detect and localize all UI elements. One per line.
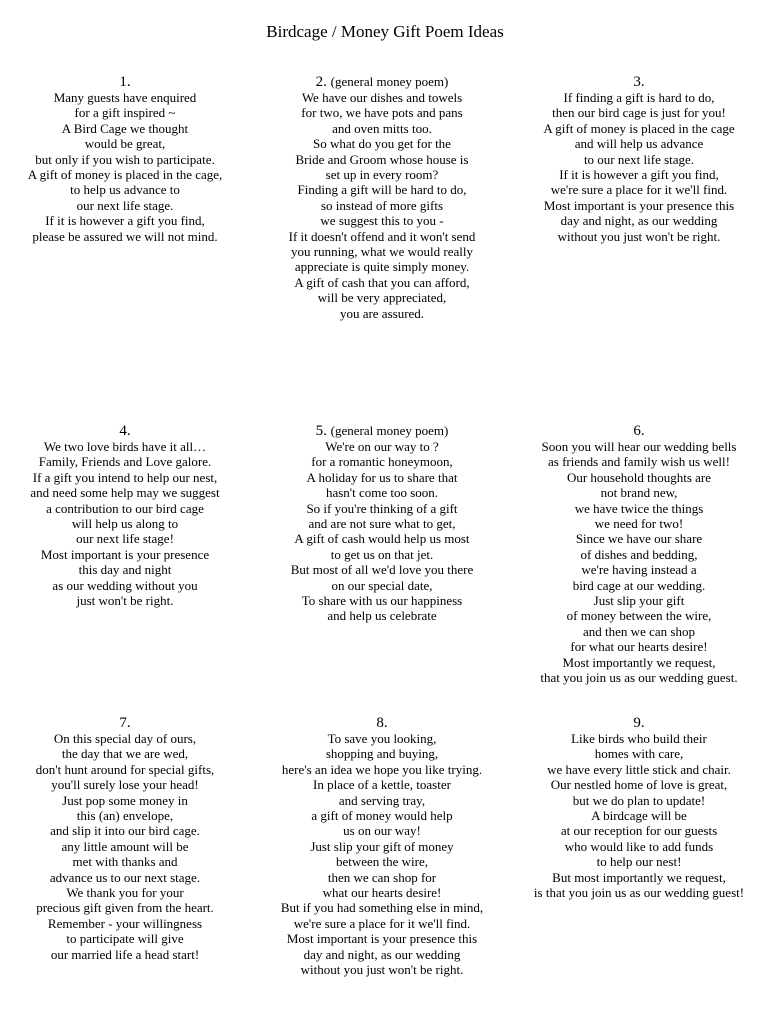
poem-line: But most importantly we request,	[552, 869, 726, 885]
poem-line: for a romantic honeymoon,	[311, 454, 453, 470]
poem-subtitle: (general money poem)	[330, 423, 449, 438]
poem-line: day and night, as our wedding	[303, 946, 461, 962]
poem-line: We two love birds have it all…	[43, 439, 207, 454]
poem-line: a contribution to our bird cage	[46, 500, 204, 516]
poem-line: but we do plan to update!	[572, 792, 706, 808]
poem-subtitle: (general money poem)	[330, 74, 449, 89]
poem-line: A birdcage will be	[591, 808, 687, 824]
poem-line: appreciate is quite simply money.	[294, 259, 470, 275]
poem-line: If it is however a gift you find,	[559, 167, 719, 183]
poem-4	[0, 423, 253, 608]
poem-line: would be great,	[84, 136, 166, 152]
poem-line: Since we have our share	[575, 531, 703, 547]
poem-line: to participate will give	[66, 931, 184, 947]
poem-line: to our next life stage.	[583, 151, 695, 167]
poem-line: day and night, as our wedding	[560, 213, 718, 229]
poem-line: please be assured we will not mind.	[32, 228, 218, 244]
poem-line: on our special date,	[331, 577, 433, 593]
poem-line: to help us advance to	[70, 182, 180, 198]
poem-line: and help us celebrate	[327, 608, 437, 624]
poem-body	[0, 439, 253, 608]
poem-number: 9.	[633, 715, 645, 731]
poem-line: To share with us our happiness	[301, 593, 463, 609]
poem-line: we have twice the things	[574, 500, 704, 516]
poem-line: Family, Friends and Love galore.	[38, 454, 212, 470]
poem-line: will be very appreciated,	[317, 290, 447, 306]
poem-line: and are not sure what to get,	[308, 516, 456, 532]
poem-3	[511, 74, 767, 244]
poem-line: hasn't come too soon.	[325, 485, 439, 501]
poem-line: a gift of money would help	[311, 808, 453, 824]
poem-body	[254, 90, 510, 321]
poem-line: Our nestled home of love is great,	[550, 777, 728, 793]
poem-line: bird cage at our wedding.	[572, 577, 706, 593]
poem-line: without you just won't be right.	[300, 962, 464, 978]
poem-number: 2. (general money poem)	[315, 74, 449, 90]
poem-line: you running, what we would really	[291, 244, 473, 260]
poem-line: this (an) envelope,	[76, 808, 174, 824]
poem-body	[254, 731, 510, 978]
poem-line: Just pop some money in	[62, 792, 188, 808]
poem-line: and need some help may we suggest	[30, 485, 220, 501]
poem-line: between the wire,	[335, 854, 429, 870]
poem-line: Our household thoughts are	[566, 469, 712, 485]
poem-line: Remember - your willingness	[47, 915, 203, 931]
poem-line: Most important is your presence this	[286, 931, 478, 947]
poem-line: and oven mitts too.	[332, 120, 432, 136]
poem-line: A gift of cash that you can afford,	[294, 274, 470, 290]
poem-line: homes with care,	[594, 746, 684, 762]
poem-line: to help our nest!	[596, 854, 682, 870]
poem-line: we're sure a place for it we'll find.	[550, 182, 728, 198]
poem-line: A gift of money is placed in the cage	[543, 120, 735, 136]
poem-number: 7.	[119, 715, 131, 731]
poem-line: of dishes and bedding,	[580, 546, 698, 562]
poem-line: for a gift inspired ~	[74, 105, 176, 121]
poem-line: advance us to our next stage.	[49, 869, 201, 885]
poem-line: as friends and family wish us well!	[548, 454, 730, 470]
poem-line: Most important is your presence	[40, 546, 210, 562]
poem-line: we need for two!	[594, 516, 684, 532]
poem-line: you are assured.	[339, 305, 425, 321]
poem-line: If it is however a gift you find,	[45, 213, 205, 229]
poem-line: then we can shop for	[327, 869, 437, 885]
poem-line: that you join us as our wedding guest.	[540, 670, 738, 686]
poem-line: not brand new,	[600, 485, 678, 501]
poem-line: A Bird Cage we thought	[61, 120, 189, 136]
poem-line: so instead of more gifts	[320, 197, 444, 213]
poem-body	[511, 439, 767, 686]
poem-line: Just slip your gift	[593, 593, 685, 609]
poem-line: but only if you wish to participate.	[35, 151, 215, 167]
poem-5	[254, 423, 510, 624]
poem-line: will help us along to	[71, 516, 179, 532]
poem-line: A gift of cash would help us most	[294, 531, 470, 547]
poem-line: of money between the wire,	[566, 608, 712, 624]
poem-line: If it doesn't offend and it won't send	[288, 228, 476, 244]
poem-line: precious gift given from the heart.	[36, 900, 214, 916]
poem-line: Most importantly we request,	[562, 654, 716, 670]
poem-line: just won't be right.	[76, 593, 174, 609]
poem-9	[511, 715, 767, 900]
poem-number: 1.	[119, 74, 131, 90]
poem-line: we're having instead a	[581, 562, 697, 578]
poem-line: We're on our way to ?	[325, 439, 439, 454]
poem-line: then our bird cage is just for you!	[552, 105, 726, 121]
poem-8	[254, 715, 510, 978]
poem-line: So what do you get for the	[313, 136, 451, 152]
poem-line: for what our hearts desire!	[570, 639, 708, 655]
poem-line: here's an idea we hope you like trying.	[281, 761, 483, 777]
poem-line: Most important is your presence this	[543, 197, 735, 213]
poem-line: We thank you for your	[66, 885, 184, 901]
poem-line: But most of all we'd love you there	[290, 562, 474, 578]
poem-line: and serving tray,	[338, 792, 426, 808]
poem-line: Bride and Groom whose house is	[295, 151, 469, 167]
poem-line: To save you looking,	[327, 731, 437, 746]
poem-line: at our reception for our guests	[560, 823, 718, 839]
poem-body	[0, 90, 253, 244]
poem-line: our next life stage.	[76, 197, 174, 213]
poem-2	[254, 74, 510, 321]
poem-number: 4.	[119, 423, 131, 439]
poem-line: without you just won't be right.	[557, 228, 721, 244]
poem-line: we suggest this to you -	[320, 213, 444, 229]
poem-1	[0, 74, 253, 244]
poem-body	[511, 731, 767, 900]
poem-line: So if you're thinking of a gift	[306, 500, 458, 516]
page-title: Birdcage / Money Gift Poem Ideas	[266, 22, 504, 41]
poem-body	[254, 439, 510, 624]
poem-line: to get us on that jet.	[330, 546, 434, 562]
poem-line: us on our way!	[343, 823, 421, 839]
poem-line: don't hunt around for special gifts,	[35, 761, 215, 777]
poem-line: any little amount will be	[61, 838, 189, 854]
poem-line: Just slip your gift of money	[310, 838, 454, 854]
poem-line: you'll surely lose your head!	[51, 777, 199, 793]
poem-line: for two, we have pots and pans	[301, 105, 463, 121]
poem-line: set up in every room?	[325, 167, 439, 183]
poem-line: the day that we are wed,	[61, 746, 189, 762]
poem-line: met with thanks and	[72, 854, 178, 870]
poem-line: Soon you will hear our wedding bells	[541, 439, 737, 454]
poem-line: as our wedding without you	[52, 577, 198, 593]
poem-line: A holiday for us to share that	[306, 469, 458, 485]
poem-body	[511, 90, 767, 244]
poem-number: 5. (general money poem)	[315, 423, 449, 439]
poem-7	[0, 715, 253, 962]
poem-line: our next life stage!	[76, 531, 174, 547]
poem-line: and will help us advance	[574, 136, 704, 152]
poem-line: shopping and buying,	[325, 746, 439, 762]
poem-line: is that you join us as our wedding guest!	[533, 885, 745, 901]
poem-line: We have our dishes and towels	[301, 90, 463, 105]
poem-6	[511, 423, 767, 686]
poem-line: If finding a gift is hard to do,	[563, 90, 715, 105]
poem-line: and then we can shop	[583, 623, 695, 639]
poem-line: On this special day of ours,	[53, 731, 197, 746]
poem-line: our married life a head start!	[50, 946, 200, 962]
poem-number: 8.	[376, 715, 388, 731]
poem-line: But if you had something else in mind,	[280, 900, 484, 916]
poem-line: we're sure a place for it we'll find.	[293, 915, 471, 931]
poem-number: 6.	[633, 423, 645, 439]
poem-line: A gift of money is placed in the cage,	[27, 167, 223, 183]
poem-line: If a gift you intend to help our nest,	[32, 469, 218, 485]
poem-line: who would like to add funds	[564, 838, 714, 854]
poem-body	[0, 731, 253, 962]
poem-line: this day and night	[78, 562, 172, 578]
poem-line: Like birds who build their	[571, 731, 707, 746]
poem-line: we have every little stick and chair.	[547, 761, 731, 777]
poem-number: 3.	[633, 74, 645, 90]
poem-line: Finding a gift will be hard to do,	[297, 182, 467, 198]
poem-line: and slip it into our bird cage.	[50, 823, 200, 839]
poem-line: Many guests have enquired	[53, 90, 197, 105]
poem-line: In place of a kettle, toaster	[313, 777, 451, 793]
poem-line: what our hearts desire!	[322, 885, 442, 901]
